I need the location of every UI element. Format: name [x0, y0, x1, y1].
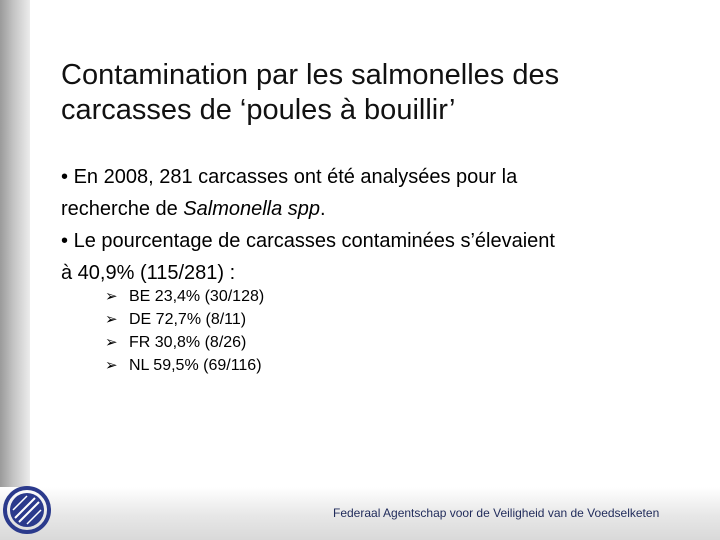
list-item — [105, 285, 264, 308]
arrow-bullet-icon: ➢ — [105, 334, 118, 351]
country-de: DE 72,7% (8/11) — [129, 311, 247, 328]
list-item — [105, 354, 264, 377]
paragraph-2-text: Le pourcentage de carcasses contaminées s’élevaient — [73, 230, 555, 252]
title-line-1: Contamination par les salmonelles des — [61, 59, 560, 91]
country-list — [105, 285, 264, 377]
left-gradient-band — [0, 0, 30, 540]
country-nl: NL 59,5% (69/116) — [129, 357, 262, 374]
bullet-2: • — [61, 230, 69, 252]
footer-agency-name: Federaal Agentschap voor de Veiligheid van de Voedselketen — [333, 506, 660, 520]
list-item — [105, 308, 264, 331]
bullet-1: • — [61, 166, 69, 188]
paragraph-1-prefix: recherche de — [61, 198, 184, 220]
arrow-bullet-icon: ➢ — [105, 288, 118, 305]
slide-body — [61, 161, 701, 289]
salmonella-italic: Salmonella spp — [183, 198, 321, 220]
arrow-bullet-icon: ➢ — [105, 311, 118, 328]
paragraph-1-text: En 2008, 281 carcasses ont été analysées pour la — [73, 166, 518, 188]
slide-title — [61, 58, 681, 128]
paragraph-1-line-1 — [61, 161, 701, 193]
paragraph-2-line-2: à 40,9% (115/281) : — [61, 262, 236, 284]
list-item — [105, 331, 264, 354]
arrow-bullet-icon: ➢ — [105, 357, 118, 374]
title-line-2: carcasses de ‘poules à bouillir’ — [61, 94, 456, 126]
agency-logo-icon — [1, 484, 53, 536]
paragraph-1-suffix: . — [320, 198, 326, 220]
paragraph-2-line-1 — [61, 225, 701, 257]
country-be: BE 23,4% (30/128) — [129, 288, 265, 305]
paragraph-1-line-2 — [61, 193, 701, 225]
country-fr: FR 30,8% (8/26) — [129, 334, 247, 351]
